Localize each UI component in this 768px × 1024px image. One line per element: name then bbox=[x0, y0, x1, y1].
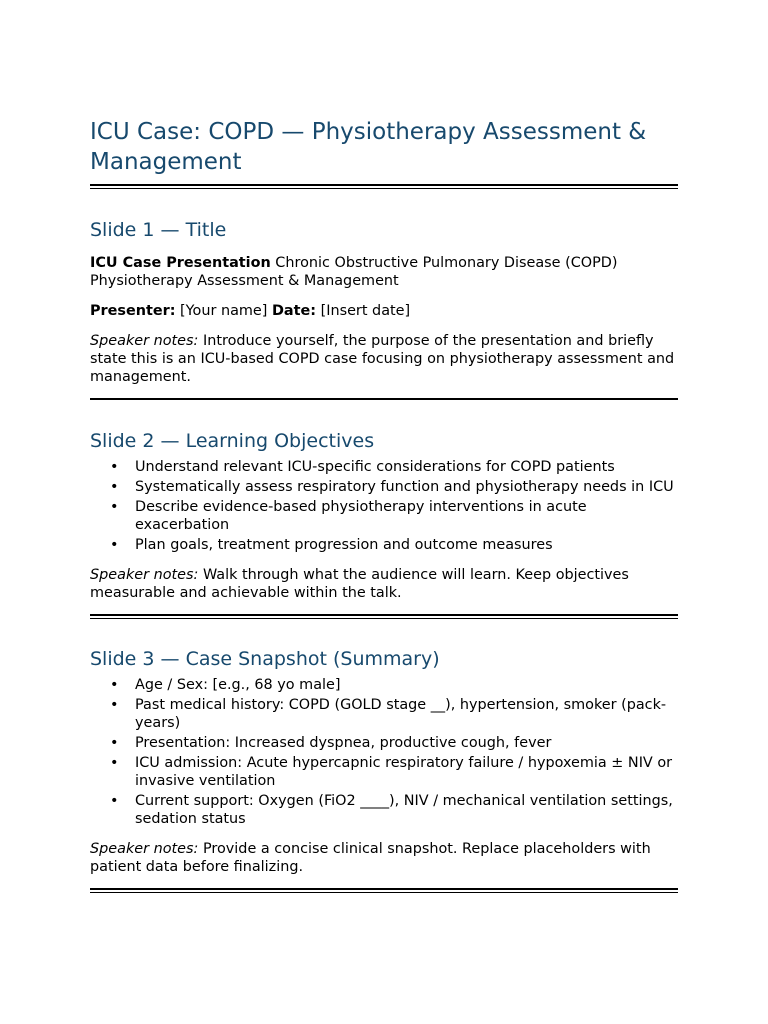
slide1-heading: Slide 1 — Title bbox=[90, 219, 227, 241]
list-item-text: Past medical history: COPD (GOLD stage __), hypertension, smoker (pack-years) bbox=[135, 697, 667, 731]
slide3-notes-label: Speaker notes: bbox=[90, 841, 199, 857]
bullet-glyph: • bbox=[110, 793, 119, 809]
list-item bbox=[90, 458, 678, 476]
bullet-glyph: • bbox=[110, 479, 119, 495]
list-item bbox=[90, 498, 678, 534]
list-item-text: Understand relevant ICU-specific considerations for COPD patients bbox=[135, 459, 615, 475]
slide1-notes-text: Introduce yourself, the purpose of the presentation and briefly state this is an ICU-based COPD case focusing on physiotherapy assessment and management. bbox=[90, 333, 675, 385]
list-item-text: ICU admission: Acute hypercapnic respiratory failure / hypoxemia ± NIV or invasive ventilation bbox=[135, 755, 673, 789]
slide1-presentation-text: Chronic Obstructive Pulmonary Disease (COPD) Physiotherapy Assessment & Management bbox=[90, 255, 618, 289]
slide3-heading: Slide 3 — Case Snapshot (Summary) bbox=[90, 648, 440, 670]
list-item bbox=[90, 734, 678, 752]
slide3-speaker-notes bbox=[90, 840, 678, 876]
bullet-glyph: • bbox=[110, 459, 119, 475]
slide2-divider bbox=[90, 614, 678, 619]
list-item bbox=[90, 478, 678, 496]
list-item bbox=[90, 792, 678, 828]
slide1-presentation-label: ICU Case Presentation bbox=[90, 255, 271, 271]
list-item-text: Presentation: Increased dyspnea, productive cough, fever bbox=[135, 735, 552, 751]
slide3-notes-text: Provide a concise clinical snapshot. Replace placeholders with patient data before finalizing. bbox=[90, 841, 651, 875]
list-item-text: Describe evidence-based physiotherapy interventions in acute exacerbation bbox=[135, 499, 587, 533]
list-item-text: Plan goals, treatment progression and outcome measures bbox=[135, 537, 553, 553]
bullet-glyph: • bbox=[110, 537, 119, 553]
slide3-case-list bbox=[90, 676, 678, 828]
slide2-speaker-notes bbox=[90, 566, 678, 602]
list-item bbox=[90, 696, 678, 732]
slide1-presentation-paragraph bbox=[90, 254, 678, 290]
presenter-label: Presenter: bbox=[90, 303, 176, 319]
slide1-divider bbox=[90, 398, 678, 400]
date-value: [Insert date] bbox=[316, 303, 411, 319]
bullet-glyph: • bbox=[110, 677, 119, 693]
slide2-notes-text: Walk through what the audience will learn. Keep objectives measurable and achievable within the talk. bbox=[90, 567, 629, 601]
slide1-notes-label: Speaker notes: bbox=[90, 333, 199, 349]
list-item bbox=[90, 676, 678, 694]
list-item bbox=[90, 536, 678, 554]
list-item-text: Systematically assess respiratory function and physiotherapy needs in ICU bbox=[135, 479, 674, 495]
slide2-objectives-list bbox=[90, 458, 678, 554]
bullet-glyph: • bbox=[110, 755, 119, 771]
title-divider bbox=[90, 184, 678, 189]
list-item-text: Age / Sex: [e.g., 68 yo male] bbox=[135, 677, 341, 693]
date-label: Date: bbox=[271, 303, 317, 319]
slide2-notes-label: Speaker notes: bbox=[90, 567, 199, 583]
slide1-speaker-notes bbox=[90, 332, 678, 386]
list-item bbox=[90, 754, 678, 790]
slide2-heading: Slide 2 — Learning Objectives bbox=[90, 430, 375, 452]
bullet-glyph: • bbox=[110, 735, 119, 751]
slide1-presenter-paragraph bbox=[90, 302, 678, 320]
slide3-divider bbox=[90, 888, 678, 893]
document-title: ICU Case: COPD — Physiotherapy Assessment & Management bbox=[90, 119, 647, 175]
bullet-glyph: • bbox=[110, 697, 119, 713]
presenter-value: [Your name] bbox=[175, 303, 272, 319]
bullet-glyph: • bbox=[110, 499, 119, 515]
list-item-text: Current support: Oxygen (FiO2 ____), NIV / mechanical ventilation settings, sedation status bbox=[135, 793, 673, 827]
